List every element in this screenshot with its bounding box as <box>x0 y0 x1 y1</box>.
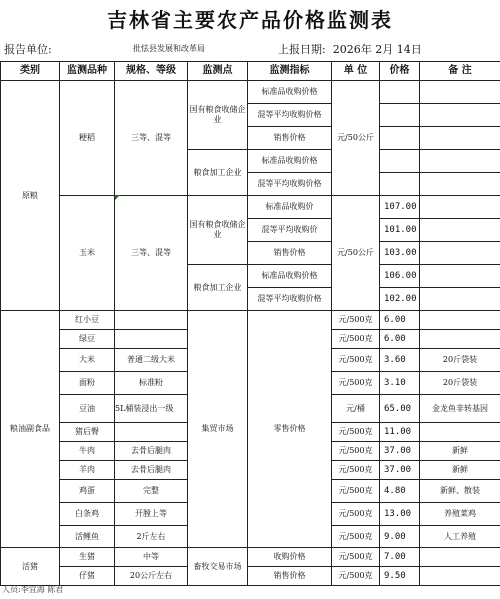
unit-cell: 元/500克 <box>332 330 380 349</box>
note-cell <box>420 104 500 127</box>
variety-cell: 牛肉 <box>60 442 115 461</box>
price-cell <box>380 81 420 104</box>
variety-cell: 生猪 <box>60 548 115 567</box>
note-cell <box>420 81 500 104</box>
grade-cell: 完整 <box>115 480 188 503</box>
price-cell: 7.00 <box>380 548 420 567</box>
variety-cell: 仔猪 <box>60 567 115 586</box>
note-cell <box>420 548 500 567</box>
unit-cell: 元/500克 <box>332 372 380 395</box>
header-variety: 监测品种 <box>60 62 115 81</box>
note-cell <box>420 219 500 242</box>
price-cell <box>380 104 420 127</box>
variety-cell: 鸡蛋 <box>60 480 115 503</box>
unit-cell: 元/桶 <box>332 395 380 423</box>
indicator-cell: 标准品收购价格 <box>248 81 332 104</box>
unit-cell: 元/500克 <box>332 311 380 330</box>
page-title: 吉林省主要农产品价格监测表 <box>107 8 393 32</box>
price-cell: 37.00 <box>380 461 420 480</box>
variety-cell: 羊肉 <box>60 461 115 480</box>
note-cell <box>420 173 500 196</box>
unit-corn: 元/50公斤 <box>332 196 380 311</box>
price-cell: 9.00 <box>380 526 420 548</box>
variety-cell: 活鲤鱼 <box>60 526 115 548</box>
unit-cell: 元/500克 <box>332 480 380 503</box>
note-cell: 新鲜、散装 <box>420 480 500 503</box>
variety-cell: 大米 <box>60 349 115 372</box>
price-cell: 106.00 <box>380 265 420 288</box>
note-cell: 金龙鱼非转基因 <box>420 395 500 423</box>
note-cell: 新鲜 <box>420 461 500 480</box>
price-cell <box>380 127 420 150</box>
grade-cell: 中等 <box>115 548 188 567</box>
price-cell: 6.00 <box>380 311 420 330</box>
note-cell <box>420 127 500 150</box>
header-price: 价格 <box>380 62 420 81</box>
grade-corn: 三等、混等 <box>115 196 188 311</box>
report-unit-label: 报告单位: <box>4 43 52 56</box>
indicator-cell: 混等平均收购价格 <box>248 288 332 311</box>
report-date <box>278 41 422 57</box>
unit-cell: 元/500克 <box>332 461 380 480</box>
header-unit: 单 位 <box>332 62 380 81</box>
note-cell <box>420 311 500 330</box>
price-cell: 101.00 <box>380 219 420 242</box>
grade-rice: 三等、混等 <box>115 81 188 196</box>
site-rice-state: 国有粮食收储企业 <box>188 81 248 150</box>
note-cell <box>420 196 500 219</box>
table-row <box>1 548 500 567</box>
unit-cell: 元/500克 <box>332 349 380 372</box>
grade-cell: 去骨后腿肉 <box>115 461 188 480</box>
price-cell: 6.00 <box>380 330 420 349</box>
category-nonstaple: 粮油副食品 <box>1 311 60 548</box>
grade-cell <box>115 423 188 442</box>
price-cell: 107.00 <box>380 196 420 219</box>
indicator-cell: 混等平均收购价格 <box>248 104 332 127</box>
indicator-retail: 零售价格 <box>248 311 332 548</box>
header-site: 监测点 <box>188 62 248 81</box>
grade-cell: 20公斤左右 <box>115 567 188 586</box>
note-cell: 养殖菜鸡 <box>420 503 500 526</box>
note-cell: 20斤袋装 <box>420 372 500 395</box>
report-unit-value: 批怯县发展和改革局 <box>133 44 205 53</box>
note-cell: 人工养殖 <box>420 526 500 548</box>
variety-cell: 面粉 <box>60 372 115 395</box>
variety-corn: 玉米 <box>60 196 115 311</box>
header-category: 类别 <box>1 62 60 81</box>
variety-cell: 白条鸡 <box>60 503 115 526</box>
note-cell: 新鲜 <box>420 442 500 461</box>
table-row <box>1 81 500 104</box>
indicator-cell: 标准品收购价 <box>248 196 332 219</box>
unit-cell: 元/500克 <box>332 423 380 442</box>
unit-cell: 元/500克 <box>332 548 380 567</box>
grade-cell: 标准粉 <box>115 372 188 395</box>
grade-cell: 去骨后腿肉 <box>115 442 188 461</box>
variety-cell: 红小豆 <box>60 311 115 330</box>
indicator-cell: 标准品收购价格 <box>248 265 332 288</box>
report-date-label: 上报日期: <box>278 43 326 56</box>
table-row <box>1 567 500 586</box>
site-corn-processing: 粮食加工企业 <box>188 265 248 311</box>
site-market: 集贸市场 <box>188 311 248 548</box>
grade-cell: 5L桶装浸出一级 <box>115 395 188 423</box>
variety-cell: 豆油 <box>60 395 115 423</box>
variety-rice: 粳稻 <box>60 81 115 196</box>
unit-cell: 元/500克 <box>332 567 380 586</box>
note-cell <box>420 288 500 311</box>
variety-cell: 猪后臀 <box>60 423 115 442</box>
header-grade: 规格、等级 <box>115 62 188 81</box>
price-cell <box>380 173 420 196</box>
price-cell: 65.00 <box>380 395 420 423</box>
price-cell: 9.50 <box>380 567 420 586</box>
unit-rice: 元/50公斤 <box>332 81 380 196</box>
price-cell: 102.00 <box>380 288 420 311</box>
price-cell: 13.00 <box>380 503 420 526</box>
price-cell: 103.00 <box>380 242 420 265</box>
indicator-cell: 混等平均收购价 <box>248 219 332 242</box>
report-unit <box>4 41 52 57</box>
price-cell: 37.00 <box>380 442 420 461</box>
note-cell <box>420 150 500 173</box>
note-cell <box>420 330 500 349</box>
note-cell <box>420 265 500 288</box>
table-row <box>1 311 500 330</box>
indicator-cell: 销售价格 <box>248 567 332 586</box>
indicator-cell: 标准品收购价格 <box>248 150 332 173</box>
site-rice-processing: 粮食加工企业 <box>188 150 248 196</box>
indicator-cell: 销售价格 <box>248 242 332 265</box>
site-livestock: 畜牧交易市场 <box>188 548 248 586</box>
footer-staff: 人员:李宜海 陈君 <box>2 585 64 594</box>
price-table <box>0 61 500 586</box>
grade-cell: 普通二级大米 <box>115 349 188 372</box>
note-cell <box>420 242 500 265</box>
grade-cell: 开膛上等 <box>115 503 188 526</box>
indicator-cell: 销售价格 <box>248 127 332 150</box>
category-hog: 活猪 <box>1 548 60 586</box>
price-cell: 3.60 <box>380 349 420 372</box>
site-corn-state: 国有粮食收储企业 <box>188 196 248 265</box>
note-cell: 20斤袋装 <box>420 349 500 372</box>
price-cell: 11.00 <box>380 423 420 442</box>
header-indicator: 监测指标 <box>248 62 332 81</box>
header-note: 备 注 <box>420 62 500 81</box>
unit-cell: 元/500克 <box>332 442 380 461</box>
price-cell: 3.10 <box>380 372 420 395</box>
note-cell <box>420 567 500 586</box>
price-cell <box>380 150 420 173</box>
header-row <box>1 62 500 81</box>
grade-cell <box>115 330 188 349</box>
report-date-value: 2026年 2月 14日 <box>332 43 422 56</box>
category-grain: 原粮 <box>1 81 60 311</box>
unit-cell: 元/500克 <box>332 503 380 526</box>
grade-cell <box>115 311 188 330</box>
table-row <box>1 196 500 219</box>
price-cell: 4.80 <box>380 480 420 503</box>
indicator-cell: 混等平均收购价格 <box>248 173 332 196</box>
unit-cell: 元/500克 <box>332 526 380 548</box>
grade-cell: 2斤左右 <box>115 526 188 548</box>
note-cell <box>420 423 500 442</box>
indicator-cell: 收购价格 <box>248 548 332 567</box>
variety-cell: 绿豆 <box>60 330 115 349</box>
cell-comment-marker <box>115 195 120 200</box>
